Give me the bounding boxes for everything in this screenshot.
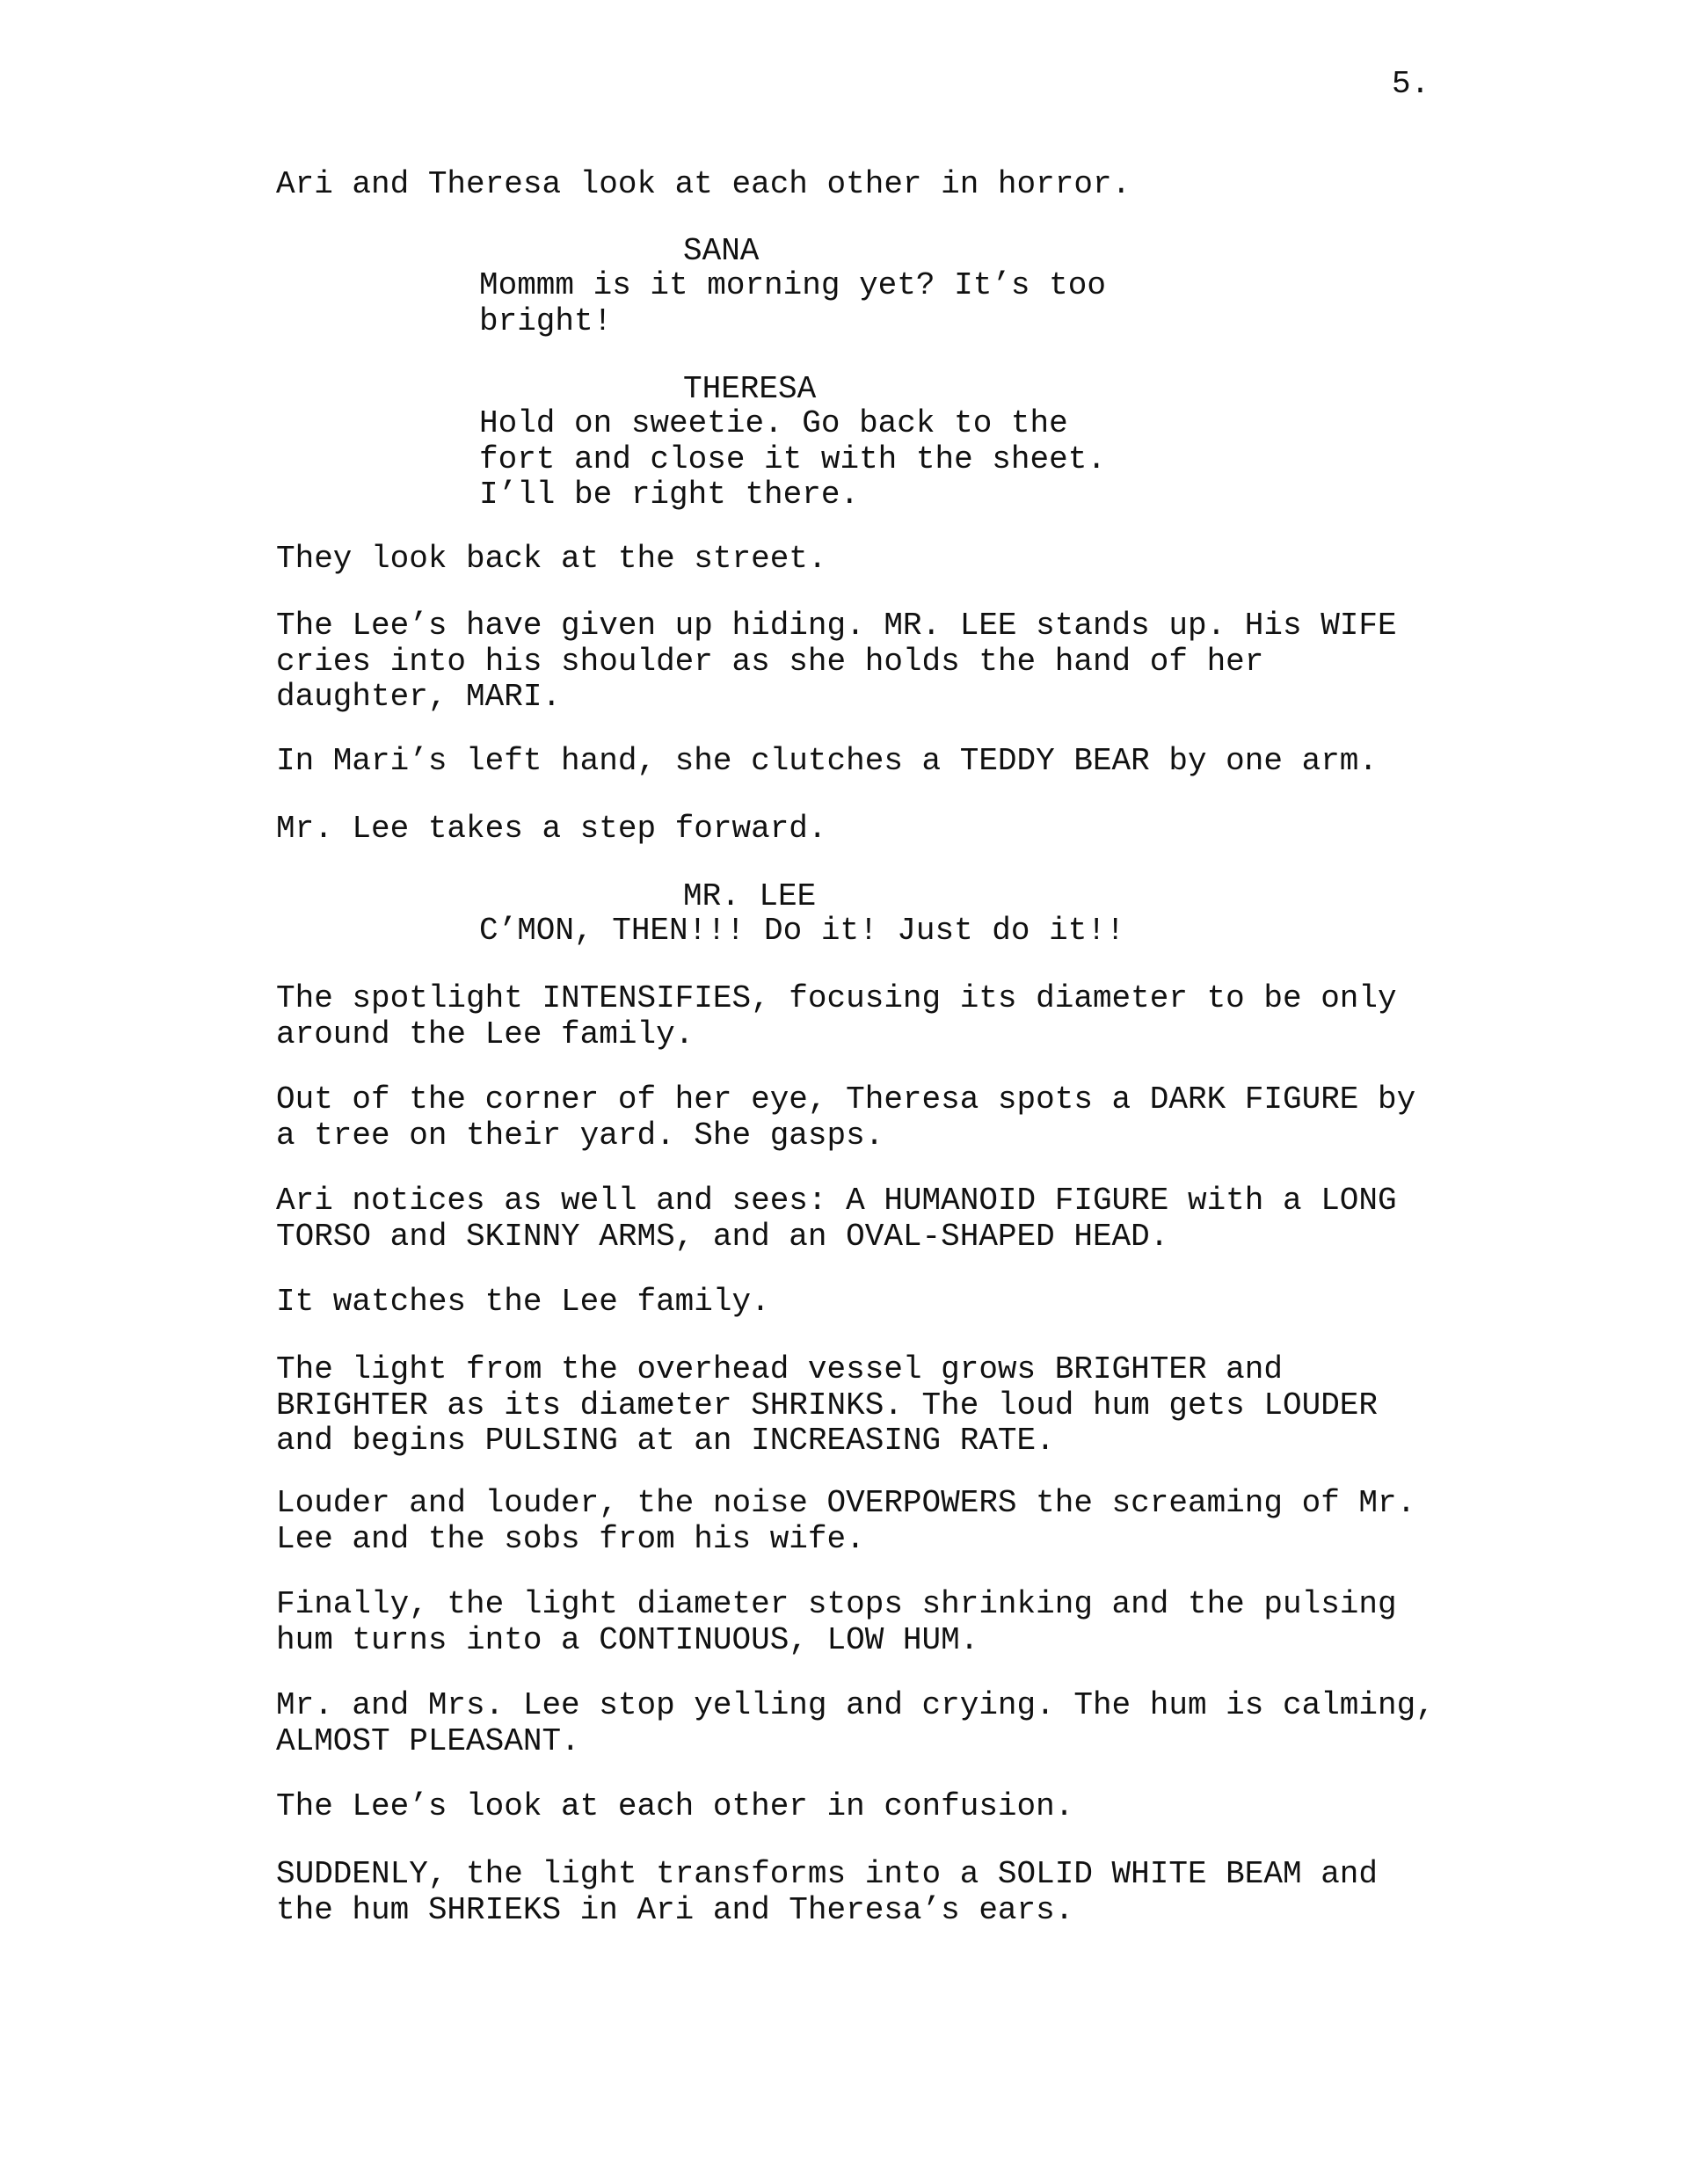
action-line: The spotlight INTENSIFIES, focusing its diameter to be only	[276, 980, 1397, 1016]
dialogue-line: I’ll be right there.	[479, 477, 860, 513]
action-line: Mr. and Mrs. Lee stop yelling and crying. The hum is calming,	[276, 1687, 1435, 1723]
dialogue-line: Hold on sweetie. Go back to the	[479, 405, 1068, 441]
action-line: around the Lee family.	[276, 1016, 695, 1052]
character-line: MR. LEE	[683, 878, 817, 914]
dialogue-line: Mommm is it morning yet? It’s too	[479, 267, 1106, 303]
action-line: cries into his shoulder as she holds the hand of her	[276, 643, 1264, 680]
action-line: Finally, the light diameter stops shrinking and the pulsing	[276, 1586, 1397, 1622]
action-line: Ari notices as well and sees: A HUMANOID FIGURE with a LONG	[276, 1183, 1397, 1219]
action-line: Mr. Lee takes a step forward.	[276, 811, 827, 847]
action-line: hum turns into a CONTINUOUS, LOW HUM.	[276, 1621, 979, 1658]
action-line: SUDDENLY, the light transforms into a SOLID WHITE BEAM and	[276, 1856, 1379, 1892]
dialogue-line: fort and close it with the sheet.	[479, 440, 1106, 477]
page-number: 5.	[1392, 66, 1430, 102]
action-line: Ari and Theresa look at each other in horror.	[276, 166, 1131, 202]
action-line: TORSO and SKINNY ARMS, and an OVAL-SHAPED HEAD.	[276, 1218, 1169, 1255]
character-line: SANA	[683, 233, 760, 269]
action-line: The light from the overhead vessel grows BRIGHTER and	[276, 1351, 1283, 1387]
action-line: BRIGHTER as its diameter SHRINKS. The loud hum gets LOUDER	[276, 1387, 1379, 1423]
dialogue-line: bright!	[479, 302, 613, 339]
action-line: daughter, MARI.	[276, 679, 562, 715]
character-line: THERESA	[683, 371, 817, 407]
action-line: It watches the Lee family.	[276, 1284, 770, 1320]
action-line: In Mari’s left hand, she clutches a TEDDY BEAR by one arm.	[276, 743, 1379, 779]
action-line: and begins PULSING at an INCREASING RATE.	[276, 1423, 1055, 1459]
action-line: Out of the corner of her eye, Theresa spots a DARK FIGURE by	[276, 1081, 1416, 1117]
dialogue-line: C’MON, THEN!!! Do it! Just do it!!	[479, 913, 1125, 949]
action-line: The Lee’s have given up hiding. MR. LEE stands up. His WIFE	[276, 608, 1397, 644]
action-line: The Lee’s look at each other in confusion.	[276, 1788, 1074, 1824]
action-line: They look back at the street.	[276, 541, 827, 577]
action-line: ALMOST PLEASANT.	[276, 1722, 580, 1759]
action-line: Lee and the sobs from his wife.	[276, 1520, 865, 1557]
action-line: Louder and louder, the noise OVERPOWERS the screaming of Mr.	[276, 1485, 1416, 1521]
action-line: a tree on their yard. She gasps.	[276, 1117, 884, 1154]
action-line: the hum SHRIEKS in Ari and Theresa’s ears.	[276, 1891, 1074, 1928]
